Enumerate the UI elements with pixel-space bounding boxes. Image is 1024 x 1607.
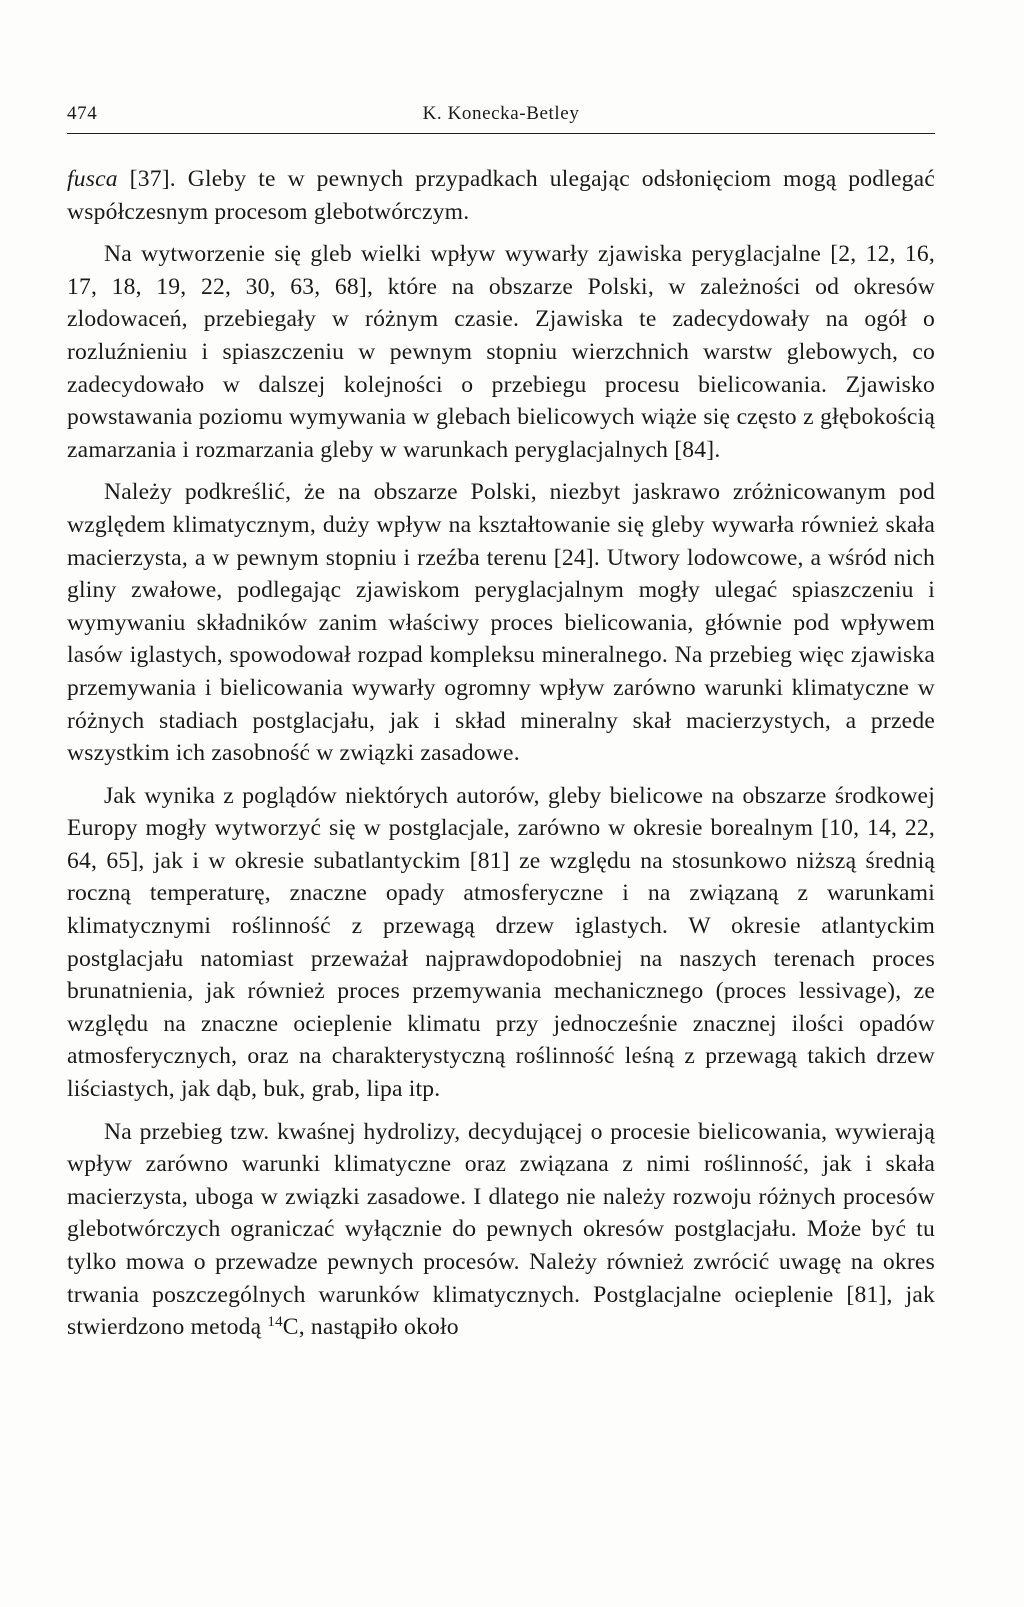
- paragraph-tail: C, nastąpiło około: [282, 1314, 459, 1341]
- paragraph-text: Należy podkreślić, że na obszarze Polski, niezbyt jaskrawo zróżnicowanym pod względem klimatycznym, duży wpływ na kształtowanie się gleby wywarła również skała macierzysta, a w pewnym stopniu i rzeźba terenu [24]. Utwory lodowcowe, a wśród nich gliny zwałowe, podlegając zjawiskom peryglacjalnym mogły ulegać spiaszczeniu i wymywaniu składników zanim właściwy proces bielicowania, głównie pod wpływem lasów iglastych, spowodował rozpad kompleksu mineralnego. Na przebieg więc zjawiska przemywania i bielicowania wywarły ogromny wpływ zarówno warunki klimatyczne w różnych stadiach postglacjału, jak i skład mineralny skał macierzystych, a przede wszystkim ich zasobność w związki zasadowe.: [67, 479, 935, 767]
- paragraph-text: [37]. Gleby te w pewnych przypadkach ulegając odsłonięciom mogą podlegać współczesnym procesom glebotwórczym.: [67, 166, 935, 225]
- paragraph-5: [67, 1116, 935, 1344]
- running-head-author: K. Konecka-Betley: [422, 103, 580, 124]
- paragraph-3: [67, 476, 935, 769]
- page-header: [67, 103, 935, 133]
- paragraph-text: Jak wynika z poglądów niektórych autorów, gleby bielicowe na obszarze środkowej Europy mogły wytworzyć się w postglacjale, zarówno w okresie borealnym [10, 14, 22, 64, 65], jak i w okresie subatlantyckim [81] ze względu na stosunkowo niższą średnią roczną temperaturę, znaczne opady atmosferyczne i na związaną z warunkami klimatycznymi roślinność z przewagą drzew iglastych. W okresie atlantyckim postglacjału natomiast przeważał najprawdopodobniej na naszych terenach proces brunatnienia, jak również proces przemywania mechanicznego (proces lessivage), ze względu na znaczne ocieplenie klimatu przy jednocześnie znacznej ilości opadów atmosferycznych, oraz na charakterystyczną roślinność leśną z przewagą takich drzew liściastych, jak dąb, buk, grab, lipa itp.: [67, 782, 935, 1103]
- paragraph-1: [67, 163, 935, 228]
- paragraph-text: Na przebieg tzw. kwaśnej hydrolizy, decydującej o procesie bielicowania, wywierają wpływ zarówno warunki klimatyczne oraz związana z nimi roślinność, jak i skała macierzysta, uboga w związki zasadowe. I dlatego nie należy rozwoju różnych procesów glebotwórczych ograniczać wyłącznie do pewnych okresów postglacjału. Może być tu tylko mowa o przewadze pewnych procesów. Należy również zwrócić uwagę na okres trwania poszczególnych warunków klimatycznych. Postglacjalne ocieplenie [81], jak stwierdzono metodą: [67, 1118, 935, 1341]
- paragraph-4: [67, 780, 935, 1106]
- body-text: [67, 163, 935, 1344]
- header-rule: [67, 133, 935, 134]
- paragraph-2: [67, 238, 935, 466]
- italic-term: fusca: [67, 166, 118, 192]
- page-number: 474: [67, 103, 98, 124]
- paragraph-text: Na wytworzenie się gleb wielki wpływ wywarły zjawiska peryglacjalne [2, 12, 16, 17, 18, 19, 22, 30, 63, 68], które na obszarze Polski, w zależności od okresów zlodowaceń, przebiegały w różnym czasie. Zjawiska te zadecydowały na ogół o rozluźnieniu i spiaszczeniu w pewnym stopniu wierzchnich warstw glebowych, co zadecydowało w dalszej kolejności o przebiegu procesu bielicowania. Zjawisko powstawania poziomu wymywania w glebach bielicowych wiąże się często z głębokością zamarzania i rozmarzania gleby w warunkach peryglacjalnych [84].: [67, 241, 935, 463]
- isotope-superscript: 14: [267, 1314, 283, 1331]
